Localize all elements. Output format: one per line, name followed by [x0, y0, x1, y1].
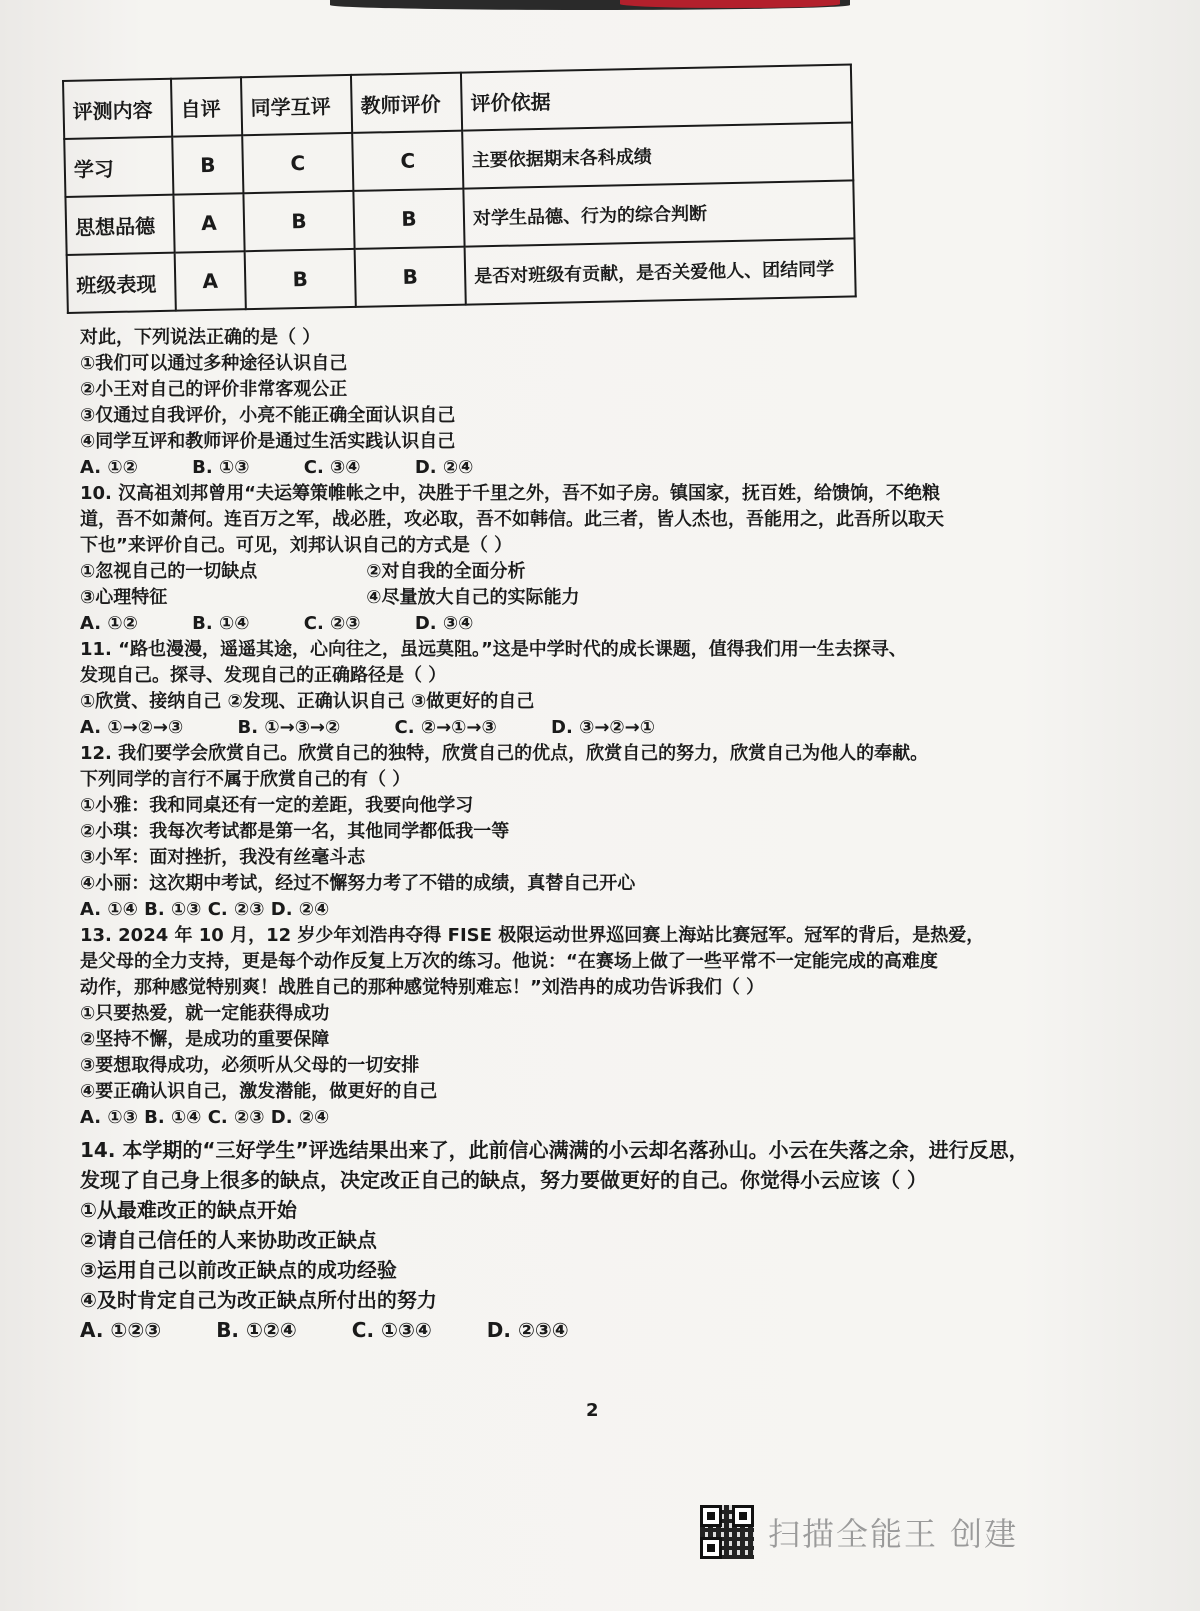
- question-stem: 发现自己。探寻、发现自己的正确路径是（ ）: [80, 665, 447, 686]
- option-d: D. ③→②→①: [551, 717, 655, 738]
- cell-basis: 对学生品德、行为的综合判断: [463, 180, 854, 246]
- option-a: A. ①②③: [80, 1318, 162, 1342]
- question-stem: 下也”来评价自己。可见，刘邦认识自己的方式是（ ）: [80, 535, 513, 556]
- option-a: A. ①→②→③: [80, 717, 184, 738]
- statement-row: [80, 585, 1120, 611]
- option-d: D. ③④: [414, 613, 474, 634]
- statement-item: ①只要热爱，就一定能获得成功: [80, 1003, 330, 1024]
- answer-options: A. ①④ B. ①③ C. ②③ D. ②④: [80, 899, 330, 920]
- cell-self: A: [175, 251, 246, 310]
- option-a: A. ①②: [80, 457, 138, 478]
- statement-row: [80, 559, 1120, 585]
- cell-peer: B: [243, 191, 354, 251]
- option-b: B. ①③: [192, 457, 250, 478]
- question-stem: 发现了自己身上很多的缺点，决定改正自己的缺点，努力要做更好的自己。你觉得小云应该（ ）: [80, 1168, 927, 1192]
- cell-teacher: B: [355, 247, 466, 307]
- cell-basis: 主要依据期末各科成绩: [462, 122, 853, 188]
- option-c: C. ③④: [303, 457, 361, 478]
- statement-item: ②对自我的全面分析: [366, 561, 526, 582]
- question-stem: 12. 我们要学会欣赏自己。欣赏自己的独特，欣赏自己的优点，欣赏自己的努力，欣赏自己为他人的奉献。: [80, 743, 929, 764]
- statement-item: ①忽视自己的一切缺点: [80, 561, 258, 582]
- statement-item: ④及时肯定自己为改正缺点所付出的努力: [80, 1288, 437, 1312]
- question-14: [80, 1135, 1120, 1345]
- question-12: [80, 741, 1120, 923]
- question-stem: 是父母的全力支持，更是每个动作反复上万次的练习。他说：“在赛场上做了一些平常不一定能完成的高难度: [80, 951, 938, 972]
- option-d: D. ②④: [414, 457, 474, 478]
- answer-options: [80, 611, 1120, 637]
- question-stem: 11. “路也漫漫，遥遥其途，心向往之，虽远莫阻。”这是中学时代的成长课题，值得我们用一生去探寻、: [80, 639, 907, 660]
- option-b: B. ①→③→②: [237, 717, 341, 738]
- page-number: 2: [586, 1400, 599, 1421]
- question-stem: 10. 汉高祖刘邦曾用“夫运筹策帷帐之中，决胜于千里之外，吾不如子房。镇国家，抚百姓，给馈饷，不绝粮: [80, 483, 940, 504]
- question-stem: 13. 2024 年 10 月，12 岁少年刘浩冉夺得 FISE 极限运动世界巡回赛上海站比赛冠军。冠军的背后，是热爱，: [80, 925, 985, 946]
- answer-options: [80, 715, 1120, 741]
- statement-item: ②小琪：我每次考试都是第一名，其他同学都低我一等: [80, 821, 510, 842]
- question-content: [80, 325, 1120, 1345]
- question-9: [80, 325, 1120, 481]
- option-a: A. ①②: [80, 613, 138, 634]
- statement-item: ①从最难改正的缺点开始: [80, 1198, 297, 1222]
- statement-item: ②请自己信任的人来协助改正缺点: [80, 1228, 377, 1252]
- statement-item: ④小丽：这次期中考试，经过不懈努力考了不错的成绩，真替自己开心: [80, 873, 636, 894]
- cell-basis: 是否对班级有贡献，是否关爱他人、团结同学: [465, 238, 856, 304]
- question-stem: 14. 本学期的“三好学生”评选结果出来了，此前信心满满的小云却名落孙山。小云在失落之余，进行反思，: [80, 1138, 1029, 1162]
- question-11: [80, 637, 1120, 741]
- cell-self: B: [172, 135, 243, 194]
- statement-items: ①欣赏、接纳自己 ②发现、正确认识自己 ③做更好的自己: [80, 691, 535, 712]
- question-13: [80, 923, 1120, 1131]
- cell-teacher: C: [352, 131, 463, 191]
- statement-item: ④要正确认识自己，激发潜能，做更好的自己: [80, 1081, 438, 1102]
- question-stem: 动作，那种感觉特别爽！战胜自己的那种感觉特别难忘！”刘浩冉的成功告诉我们（ ）: [80, 977, 765, 998]
- cell-peer: C: [242, 133, 353, 193]
- watermark-text: 扫描全能王 创建: [768, 1515, 1019, 1553]
- option-b: B. ①④: [192, 613, 250, 634]
- question-stem: 对此，下列说法正确的是（ ）: [80, 327, 321, 348]
- header-peer: 同学互评: [241, 75, 352, 135]
- question-stem: 下列同学的言行不属于欣赏自己的有（ ）: [80, 769, 411, 790]
- option-c: C. ①③④: [351, 1318, 432, 1342]
- answer-options: [80, 455, 1120, 481]
- statement-item: ②小王对自己的评价非常客观公正: [80, 379, 348, 400]
- header-basis: 评价依据: [461, 64, 852, 130]
- scanner-watermark: [700, 1505, 1018, 1559]
- cell-item: 班级表现: [67, 253, 176, 313]
- header-self: 自评: [171, 77, 242, 136]
- option-c: C. ②③: [303, 613, 361, 634]
- question-10: [80, 481, 1120, 637]
- statement-item: ③要想取得成功，必须听从父母的一切安排: [80, 1055, 420, 1076]
- option-c: C. ②→①→③: [394, 717, 497, 738]
- statement-item: ③心理特征: [80, 587, 168, 608]
- header-item: 评测内容: [63, 79, 172, 139]
- cell-item: 学习: [64, 137, 173, 197]
- statement-item: ④同学互评和教师评价是通过生活实践认识自己: [80, 431, 456, 452]
- statement-item: ④尽量放大自己的实际能力: [366, 587, 580, 608]
- evaluation-table: [62, 63, 857, 313]
- cell-item: 思想品德: [65, 195, 174, 255]
- qr-code-icon: [700, 1505, 754, 1559]
- statement-item: ③运用自己以前改正缺点的成功经验: [80, 1258, 397, 1282]
- cell-teacher: B: [353, 189, 464, 249]
- statement-item: ③小军：面对挫折，我没有丝毫斗志: [80, 847, 366, 868]
- question-stem: 道，吾不如萧何。连百万之军，战必胜，攻必取，吾不如韩信。此三者，皆人杰也，吾能用之，此吾所以取天: [80, 509, 944, 530]
- statement-item: ③仅通过自我评价，小亮不能正确全面认识自己: [80, 405, 456, 426]
- scan-edge-artifact-red: [620, 0, 840, 8]
- statement-item: ①小雅：我和同桌还有一定的差距，我要向他学习: [80, 795, 474, 816]
- cell-peer: B: [245, 249, 356, 309]
- option-b: B. ①②④: [216, 1318, 297, 1342]
- header-teacher: 教师评价: [351, 73, 462, 133]
- answer-options: [80, 1315, 1120, 1345]
- option-d: D. ②③④: [486, 1318, 569, 1342]
- cell-self: A: [173, 193, 244, 252]
- statement-item: ②坚持不懈，是成功的重要保障: [80, 1029, 330, 1050]
- statement-item: ①我们可以通过多种途径认识自己: [80, 353, 348, 374]
- answer-options: A. ①③ B. ①④ C. ②③ D. ②④: [80, 1107, 330, 1128]
